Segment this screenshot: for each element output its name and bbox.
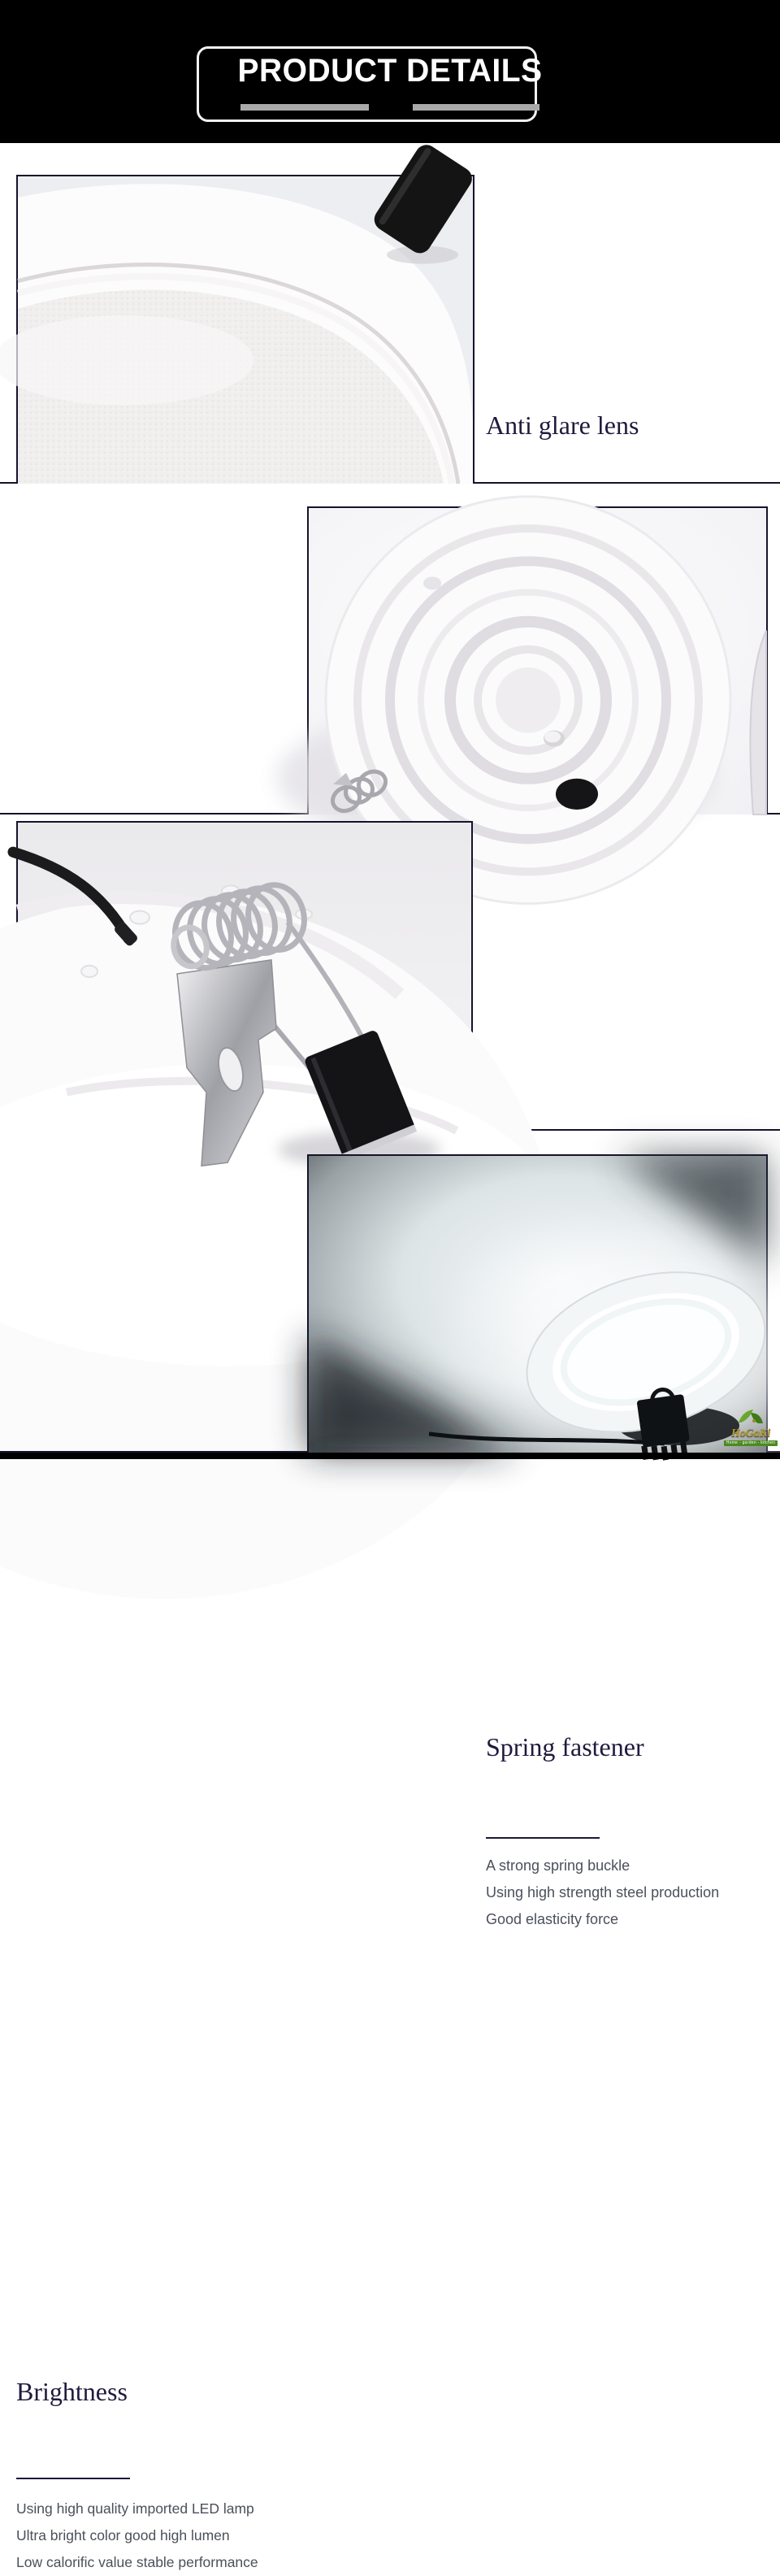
title-underline-right [413, 104, 540, 111]
description-line: Using high strength steel production [486, 1884, 720, 1901]
page-title: PRODUCT DETAILS [237, 53, 543, 89]
section-title: Brightness [16, 2377, 128, 2406]
section-title: Anti glare lens [486, 411, 639, 440]
section-title: Spring fastener [486, 1732, 644, 1761]
spring-fastener-photo [16, 821, 473, 1131]
leaf-icon [737, 1408, 765, 1424]
brand-text: HoGaKi [730, 1427, 771, 1440]
description-line: A strong spring buckle [486, 1857, 630, 1874]
lamp-back-illustration [309, 508, 766, 815]
title-underline-left [240, 104, 369, 111]
description-line: Using high quality imported LED lamp [16, 2500, 254, 2517]
aluminum-surface-photo [307, 506, 768, 815]
section-anti-glare-lens [0, 143, 780, 484]
title-divider [486, 1837, 600, 1839]
description-line: Low calorific value stable performance [16, 2554, 258, 2570]
watermark-logo [724, 1408, 778, 1446]
brightness-photo [307, 1154, 768, 1453]
glowing-lamp-illustration [309, 1156, 766, 1453]
description-line: Good elasticity force [486, 1911, 619, 1927]
section-description [16, 2496, 258, 2576]
footer-bar [0, 1453, 780, 1459]
header-banner [0, 0, 780, 143]
brand-tagline: Home - garden - kitchen [724, 1440, 778, 1446]
lens-closeup-illustration [18, 176, 473, 484]
section-description [486, 1853, 719, 1933]
title-divider [16, 2478, 130, 2479]
description-line: Ultra bright color good high lumen [16, 2527, 230, 2543]
anti-glare-lens-photo [16, 175, 474, 484]
spring-clip-illustration [18, 823, 471, 1131]
section-aluminum-surface [0, 484, 780, 815]
